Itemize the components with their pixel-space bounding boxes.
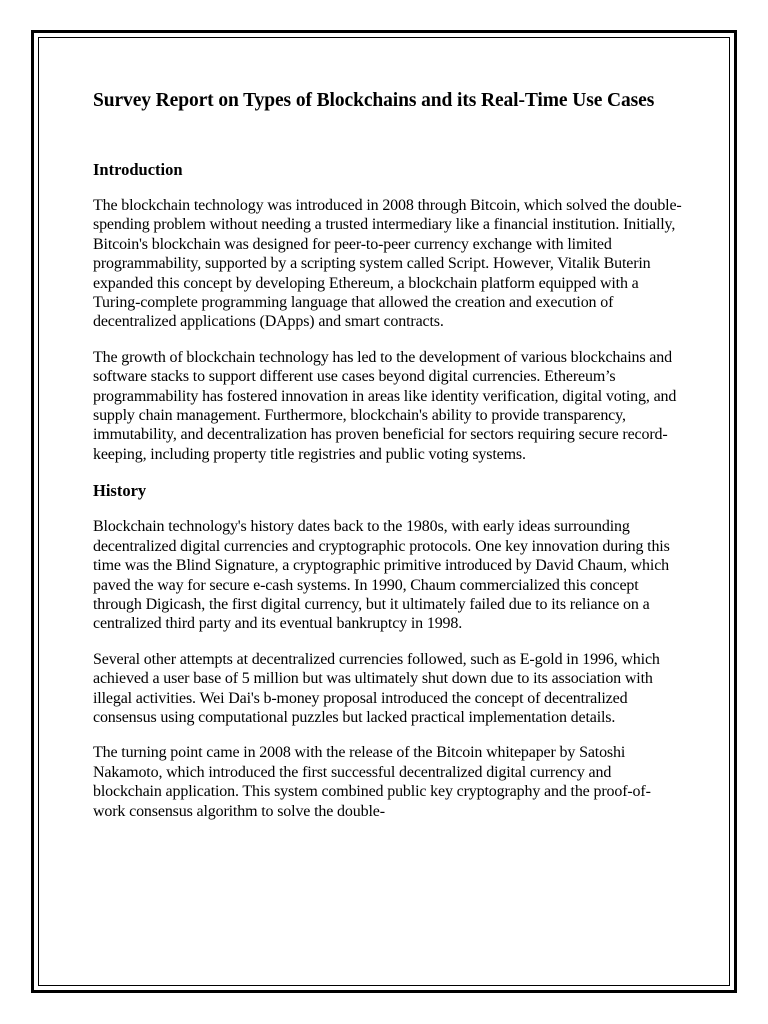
document-body [93, 88, 683, 837]
paragraph: Blockchain technology's history dates back to the 1980s, with early ideas surrounding decentralized digital currencies and cryptographic protocols. One key innovation during this time was the Blind Signature, a cryptographic primitive introduced by David Chaum, which paved the way for secure e-cash systems. In 1990, Chaum commercialized this concept through Digicash, the first digital currency, but it ultimately failed due to its reliance on a centralized third party and its eventual bankruptcy in 1998. [93, 518, 670, 633]
document-title: Survey Report on Types of Blockchains and its Real-Time Use Cases [93, 90, 655, 111]
section-heading-introduction: Introduction [93, 160, 183, 179]
paragraph: Several other attempts at decentralized currencies followed, such as E-gold in 1996, which achieved a user base of 5 million but was ultimately shut down due to its association with illegal activities. Wei Dai's b-money proposal introduced the concept of decentralized consensus using computational puzzles but lacked practical implementation details. [93, 650, 660, 726]
paragraph: The blockchain technology was introduced in 2008 through Bitcoin, which solved the double-spending problem without needing a trusted intermediary like a financial institution. Initially, Bitcoin's blockchain was designed for peer-to-peer currency exchange with limited programmability, supported by a scripting system called Script. However, Vitalik Buterin expanded this concept by developing Ethereum, a blockchain platform equipped with a Turing-complete programming language that allowed the creation and execution of decentralized applications (DApps) and smart contracts. [93, 197, 682, 331]
paragraph: The turning point came in 2008 with the release of the Bitcoin whitepaper by Satoshi Nakamoto, which introduced the first successful decentralized digital currency and blockchain application. This system combined public key cryptography and the proof-of-work consensus algorithm to solve the double- [93, 744, 651, 820]
paragraph: The growth of blockchain technology has led to the development of various blockchains and software stacks to support different use cases beyond digital currencies. Ethereum’s programmability has fostered innovation in areas like identity verification, digital voting, and supply chain management. Furthermore, blockchain's ability to provide transparency, immutability, and decentralization has proven beneficial for sectors requiring secure record-keeping, including property title registries and public voting systems. [93, 348, 677, 463]
section-heading-history: History [93, 481, 147, 501]
